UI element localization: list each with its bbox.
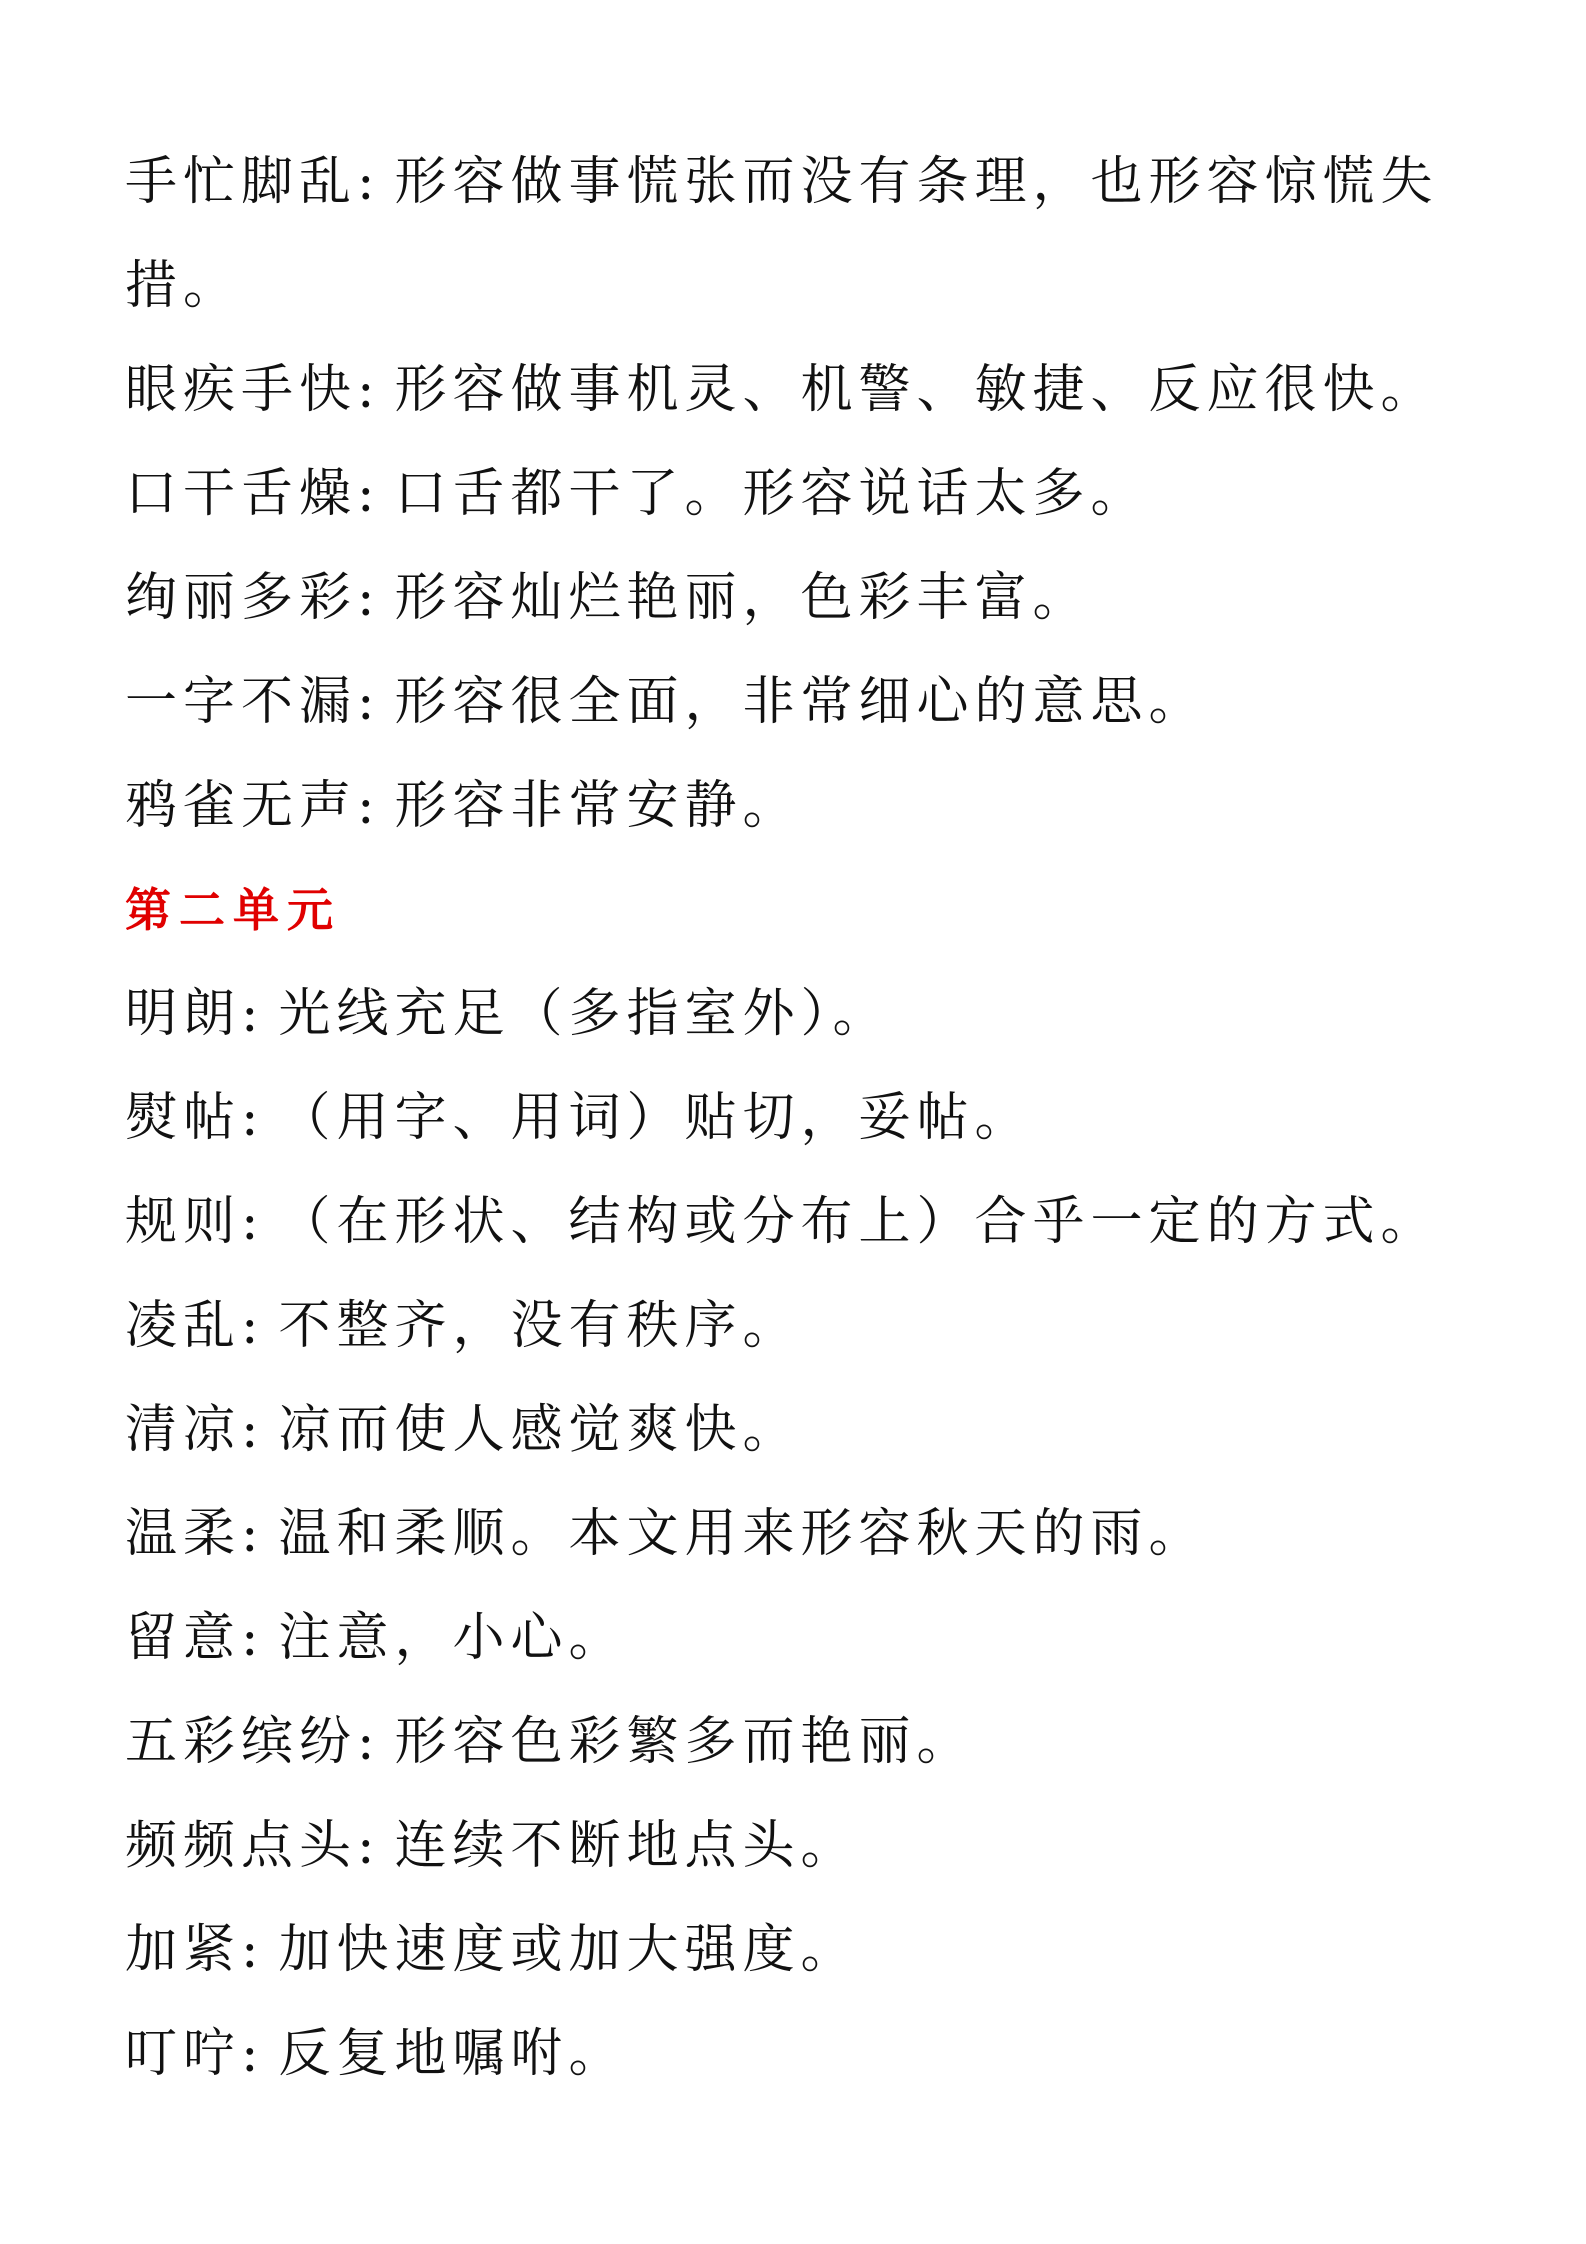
vocab-term: 手忙脚乱 [125,152,358,212]
vocab-definition: 注意，小心。 [278,1608,627,1668]
vocab-entry [125,442,1525,546]
vocab-entry [125,1066,1525,1170]
term-separator: : [357,1816,381,1876]
term-separator: : [241,1504,265,1564]
vocab-term: 绚丽多彩 [125,568,358,628]
term-separator: : [357,464,381,524]
term-separator: : [241,1400,265,1460]
term-separator: : [241,1296,265,1356]
term-separator: : [241,1608,265,1668]
vocab-entry [125,1274,1525,1378]
vocab-entry [125,2002,1525,2106]
term-separator: : [357,360,381,420]
term-separator: : [241,984,265,1044]
vocab-definition: 形容做事慌张而没有条理，也形容惊慌失措。 [125,152,1439,316]
term-separator: : [357,672,381,732]
vocab-definition: 凉而使人感觉爽快。 [278,1400,801,1460]
vocab-definition: 形容做事机灵、机警、敏捷、反应很快。 [394,360,1439,420]
term-separator: : [241,1920,265,1980]
section-heading: 第二单元 [125,883,341,937]
vocab-definition: 形容色彩繁多而艳丽。 [394,1712,975,1772]
term-separator: : [357,568,381,628]
vocab-term: 温柔 [125,1504,242,1564]
vocab-term: 加紧 [125,1920,242,1980]
vocab-term: 熨帖 [125,1088,242,1148]
vocab-term: 频频点头 [125,1816,358,1876]
vocab-entry [125,130,1475,338]
vocab-entry [125,1690,1525,1794]
vocab-entry [125,650,1525,754]
term-separator: : [241,2024,265,2084]
vocab-term: 鸦雀无声 [125,776,358,836]
term-separator: : [357,776,381,836]
vocab-term: 眼疾手快 [125,360,358,420]
vocab-definition: 温和柔顺。本文用来形容秋天的雨。 [278,1504,1207,1564]
vocab-term: 五彩缤纷 [125,1712,358,1772]
vocab-definition: 反复地嘱咐。 [278,2024,627,2084]
term-separator: : [241,1088,265,1148]
vocab-definition: 口舌都干了。形容说话太多。 [394,464,1149,524]
vocab-term: 凌乱 [125,1296,242,1356]
vocab-definition: 形容灿烂艳丽，色彩丰富。 [394,568,1091,628]
vocab-entry [125,754,1525,858]
vocab-entry [125,1586,1525,1690]
vocab-entry [125,1482,1525,1586]
vocab-entry [125,962,1525,1066]
vocab-definition: 不整齐，没有秩序。 [278,1296,801,1356]
term-separator: : [357,1712,381,1772]
vocab-entry [125,1170,1525,1274]
vocab-definition: （在形状、结构或分布上）合乎一定的方式。 [278,1192,1439,1252]
vocab-entry [125,1794,1525,1898]
vocab-term: 规则 [125,1192,242,1252]
vocab-term: 叮咛 [125,2024,242,2084]
vocab-definition: 连续不断地点头。 [394,1816,859,1876]
vocab-entry [125,1898,1525,2002]
vocab-definition: （用字、用词）贴切，妥帖。 [278,1088,1033,1148]
vocab-entry [125,1378,1525,1482]
vocab-term: 明朗 [125,984,242,1044]
vocab-entry [125,338,1525,442]
term-separator: : [241,1192,265,1252]
vocab-definition: 加快速度或加大强度。 [278,1920,859,1980]
term-separator: : [357,152,381,212]
vocab-definition: 光线充足（多指室外）。 [278,984,891,1044]
document-page [125,130,1525,2106]
vocab-definition: 形容非常安静。 [394,776,801,836]
vocab-entry [125,546,1525,650]
vocab-term: 一字不漏 [125,672,358,732]
vocab-term: 口干舌燥 [125,464,358,524]
vocab-term: 清凉 [125,1400,242,1460]
vocab-definition: 形容很全面，非常细心的意思。 [394,672,1207,732]
vocab-term: 留意 [125,1608,242,1668]
